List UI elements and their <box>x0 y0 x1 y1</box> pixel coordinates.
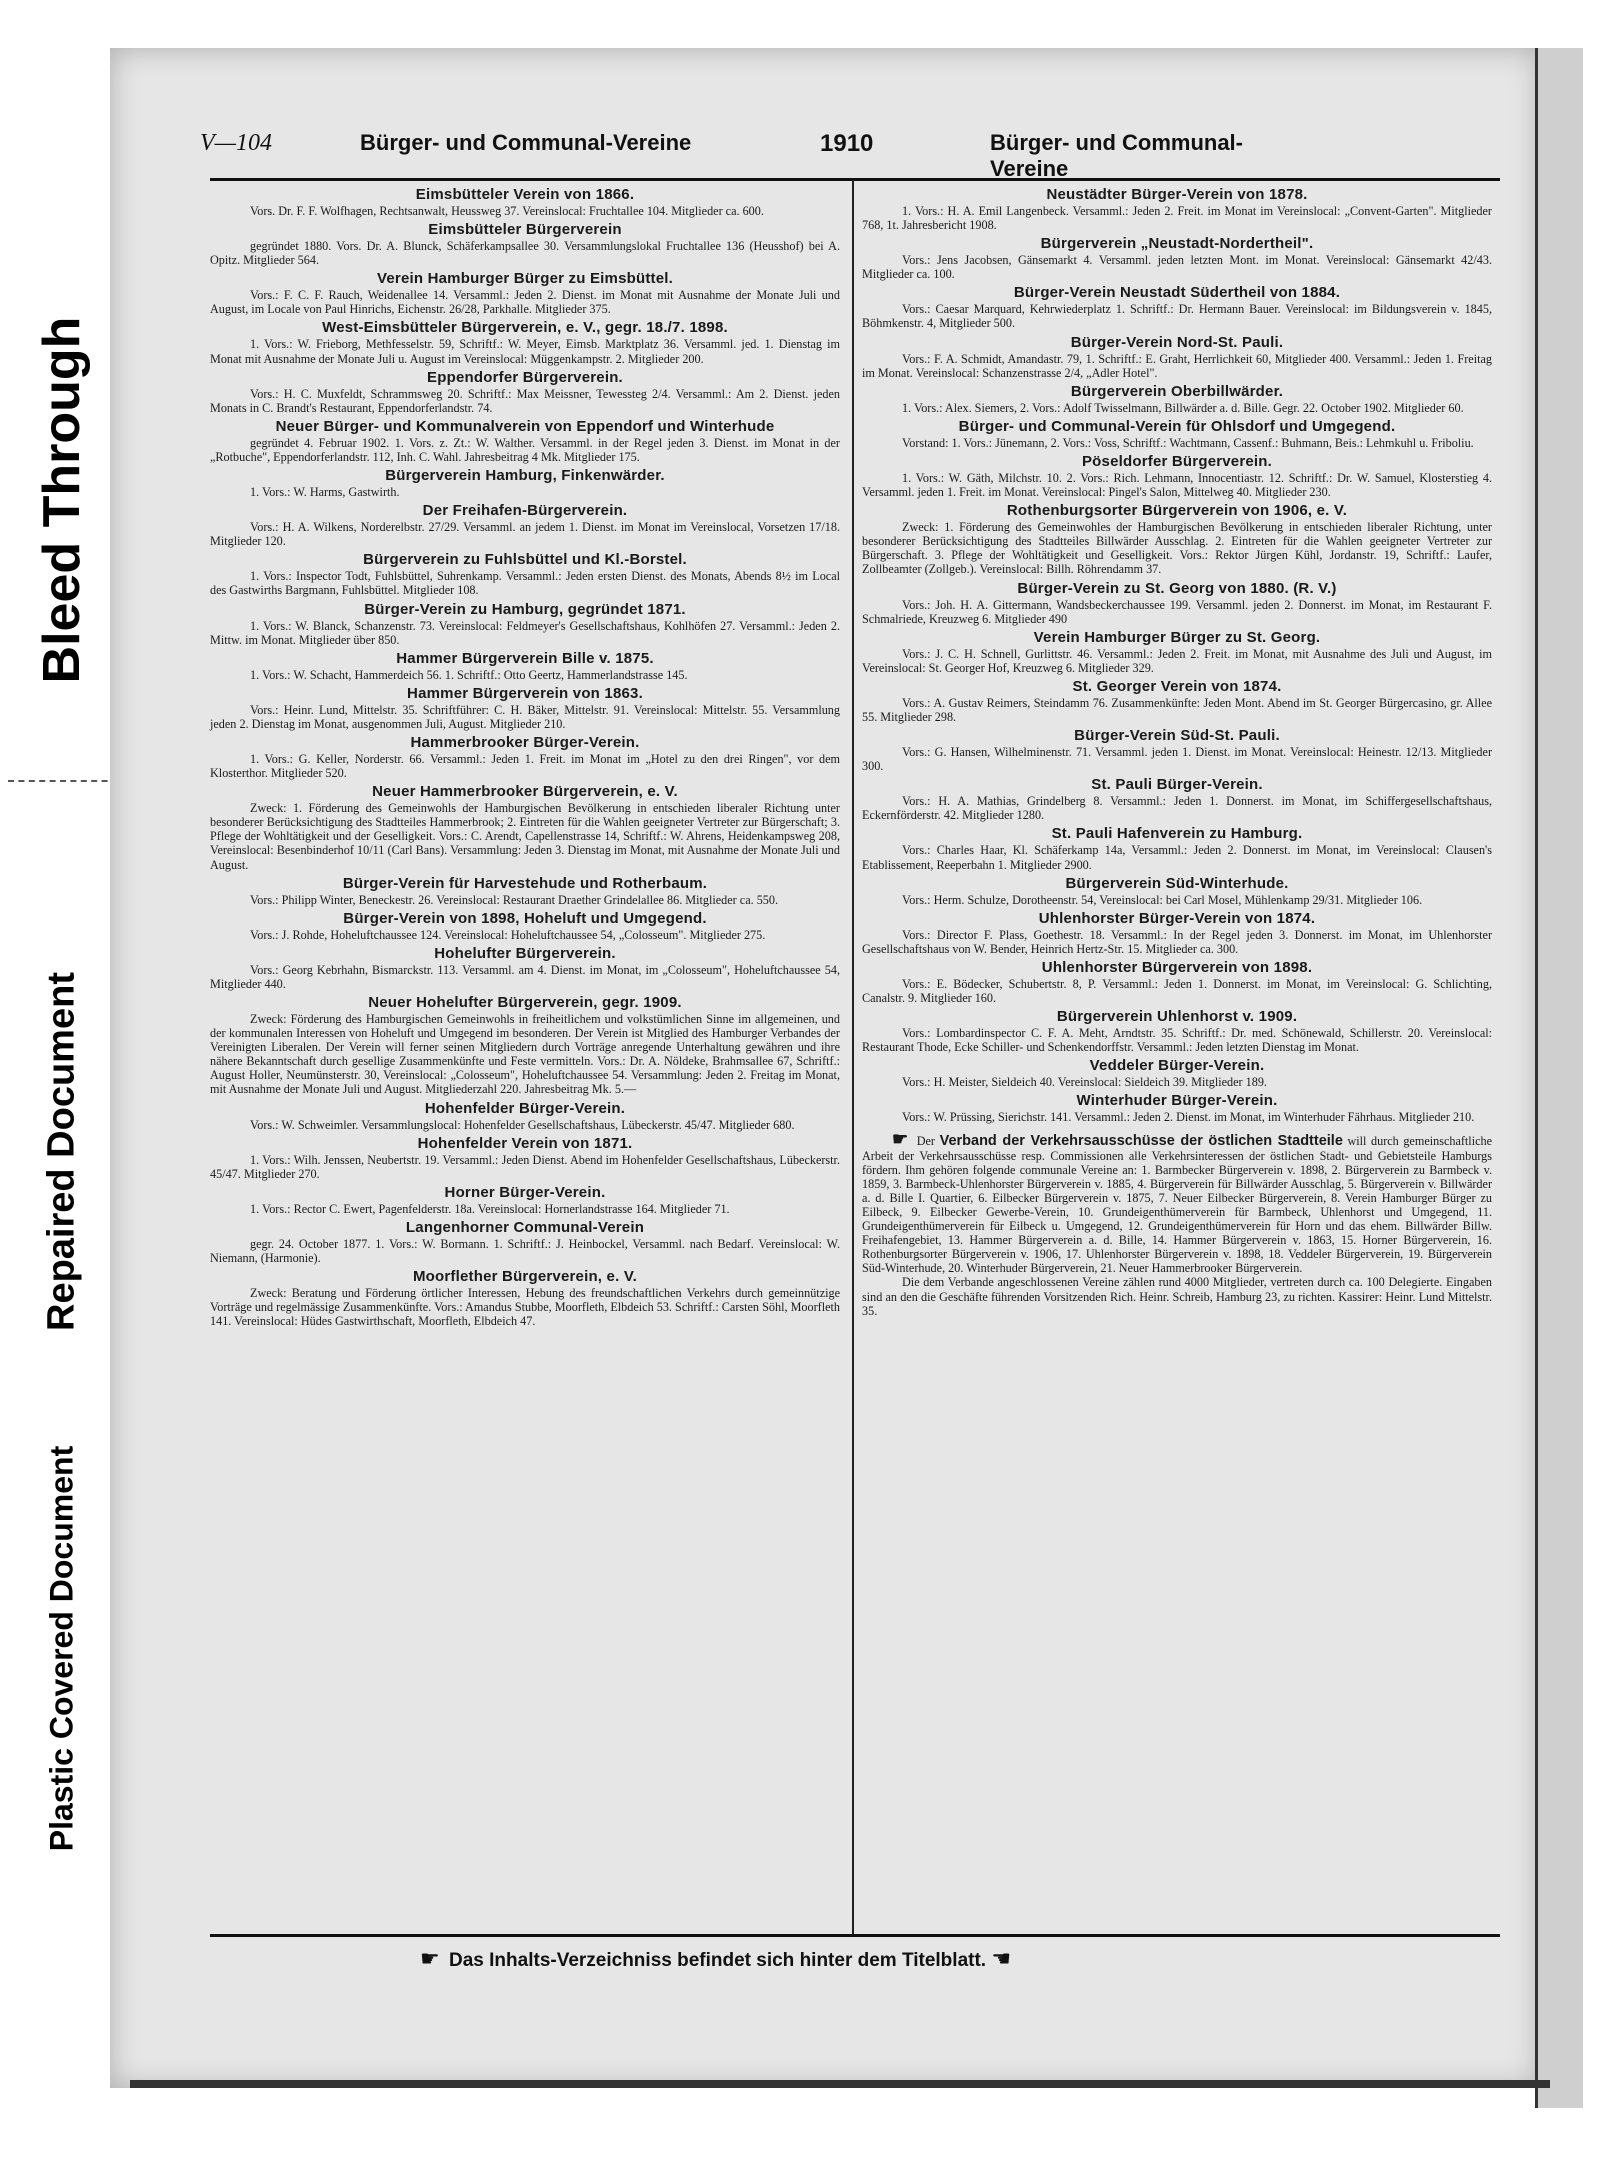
entry-body: 1. Vors.: H. A. Emil Langenbeck. Versamml.: Jeden 2. Freit. im Monat im Vereinslocal: „Convent-Garten". Mitglieder 768, 1t. Jahresbericht 1908. <box>862 204 1492 233</box>
entry-body: Vors.: W. Schweimler. Versammlungslocal: Hohenfelder Gesellschaftshaus, Lübeckerstr. 45/47. Mitglieder 680. <box>250 1117 795 1132</box>
directory-entry <box>862 383 1492 415</box>
directory-entry <box>210 685 840 731</box>
entry-body: Zweck: 1. Förderung des Gemeinwohls der Hamburgischen Bevölkerung in entschieden liberaler Richtung unter besonderer Berücksichtigung des Stadtteiles Hammerbrook; 2. Eintreten für die Wahlen geeigneter Vertreter zur Bürgerschaft; 3. Pflege der Wohltätigkeit und der Geselligkeit. Vors.: C. Arendt, Capellenstrasse 14, Schriftf.: W. Ahrens, Heidenkampsweg 208, Vereinslocal: Besenbinderhof 10/11 (Carl Bans). Versammlung: Jeden 3. Dienstag im Monat, mit Ausnahme der Monate Juli und August. <box>210 801 840 872</box>
entry-body: 1. Vors.: W. Frieborg, Methfesselstr. 59, Schriftf.: W. Meyer, Eimsb. Marktplatz 36. Versamml. jed. 1. Dienstag im Monat mit Ausnahme der Monate Juli u. August im Vereinslocal: Müggenkampstr. 2. Mitglieder 200. <box>210 337 840 366</box>
directory-entry <box>862 418 1492 450</box>
entry-body: Vors.: W. Prüssing, Sierichstr. 141. Versamml.: Jeden 2. Dienst. im Monat, im Winterhuder Fährhaus. Mitglieder 210. <box>902 1110 1475 1125</box>
entry-body: 1. Vors.: G. Keller, Norderstr. 66. Versamml.: Jeden 1. Freit. im Monat im „Hotel zu den drei Ringen", vor dem Klosterthor. Mitglieder 520. <box>210 751 840 781</box>
directory-entry <box>862 453 1492 499</box>
entry-body: Vors.: Lombardinspector C. F. A. Meht, Arndtstr. 35. Schriftf.: Dr. med. Schönewald, Schillerstr. 20. Vereinslocal: Restaurant Thode, Ecke Schiller- und Schenkendorffstr. Versamml.: Jeden letzten Dienstag im Monat. <box>862 1026 1492 1055</box>
directory-entry <box>210 186 840 218</box>
entry-title: Verein Hamburger Bürger zu St. Georg. <box>1033 628 1321 646</box>
entry-body: Vors.: H. Meister, Sieldeich 40. Vereinslocal: Sieldeich 39. Mitglieder 189. <box>902 1075 1267 1090</box>
entry-body: Vors.: Philipp Winter, Beneckestr. 26. Vereinslocal: Restaurant Draether Grindelallee 86. Mitglieder ca. 550. <box>250 892 779 907</box>
entry-title: Uhlenhorster Bürger-Verein von 1874. <box>1038 909 1316 927</box>
directory-entry <box>210 1184 840 1216</box>
entry-title: Bürger-Verein von 1898, Hoheluft und Umgegend. <box>343 909 707 927</box>
entry-body: Zweck: 1. Förderung des Gemeinwohles der Hamburgischen Bevölkerung in entschieden liberaler Richtung, unter besonderer Berücksichtigung des Stadtteiles Billwärder Ausschlag. 2. Eintreten für die Wahlen geeigneter Vertreter zur Bürgerschaft. 3. Pflege der Wohltätigkeit und Geselligkeit. Vors.: Rektor Jürgen Kühl, Jordanstr. 19, Schriftf.: Laufer, Zollbeamter (Zollgeb.). Vereinslocal: Billh. Röhrendamm 37. <box>862 520 1492 577</box>
directory-entry <box>210 1135 840 1181</box>
directory-entry <box>210 551 840 597</box>
directory-entry <box>862 629 1492 675</box>
entry-title: Bürger-Verein Süd-St. Pauli. <box>1074 727 1280 745</box>
entry-title: Bürgerverein Uhlenhorst v. 1909. <box>1056 1008 1298 1026</box>
entry-body: Vors.: E. Bödecker, Schubertstr. 8, P. Versamml.: Jeden 1. Donnerst. im Monat, im Vereinslocal: G. Schlichting, Canalstr. 9. Mitglieder 160. <box>862 976 1492 1005</box>
entry-title: Neustädter Bürger-Verein von 1878. <box>1046 186 1308 203</box>
entry-body: Vors.: A. Gustav Reimers, Steindamm 76. Zusammenkünfte: Jeden Mont. Abend im St. Georger Bürgercasino, gr. Allee 55. Mitglieder 298. <box>862 695 1492 724</box>
right-column <box>862 184 1492 1321</box>
directory-entry <box>862 727 1492 773</box>
entry-body: Vors.: Charles Haar, Kl. Schäferkamp 14a, Versamml.: Jeden 2. Donnerst. im Monat, im Vereinslocal: Clausen's Etablissement, Reeperbahn 1. Mitglieder 2900. <box>862 843 1492 872</box>
directory-entry <box>210 319 840 365</box>
top-rule <box>210 178 1500 181</box>
verband-entry <box>862 1129 1492 1318</box>
directory-entry <box>862 235 1492 281</box>
repaired-document-label: Repaired Document <box>40 972 83 1331</box>
entry-body: Vors.: J. C. H. Schnell, Gurlittstr. 46. Versamml.: Jeden 2. Freit. im Monat, mit Ausnahme des Juli und August, im Vereinslocal: St. Georger Hof, Kreuzweg 6. Mitglieder 329. <box>862 646 1492 675</box>
entry-body: gegründet 1880. Vors. Dr. A. Blunck, Schäferkampsallee 30. Versammlungslokal Fruchtallee 136 (Heusshof) bei A. Opitz. Mitglieder 564. <box>210 239 840 268</box>
entry-title: Bürgerverein Hamburg, Finkenwärder. <box>385 467 665 485</box>
directory-entry <box>862 678 1492 724</box>
entry-body: Zweck: Förderung des Hamburgischen Gemeinwohls in freiheitlichem und volkstümlichen Sinne im allgemeinen, und der kommunalen Interessen von Hoheluft und Umgegend im besonderen. Der Verein ist Mitglied des Hamburger Verbandes der Vereinigten Liberalen. Der Verein will ferner seinen Mitgliedern durch Vorträge anregende Unterhaltung gewähren und ihre nähere Bekanntschaft durch gesellige Zusammenkünfte und Feste vermitteln. Vors.: Dr. A. Nöldeke, Brahmsallee 67, Schriftf.: August Holler, Neumünsterstr. 30, Vereinslocal: „Colosseum", Hoheluftchaussee 54. Versammlung: Jeden 2. Freitag im Monat, mit Ausnahme der Monate Juli und August. Mitgliederzahl 220. Jahresbeitrag Mk. 5.— <box>210 1012 840 1097</box>
pointing-hand-right-icon: ☚ <box>991 1946 1012 1971</box>
entry-title: Bürger-Verein zu St. Georg von 1880. (R. V.) <box>1017 579 1337 597</box>
entry-title: Hammerbrooker Bürger-Verein. <box>410 733 640 751</box>
entry-body: Vors.: Herm. Schulze, Dorotheenstr. 54, Vereinslocal: bei Carl Mosel, Mühlenkamp 29/31. Mitglieder 106. <box>902 892 1423 907</box>
entry-title: Hammer Bürgerverein von 1863. <box>407 684 643 702</box>
directory-entry <box>862 502 1492 576</box>
entry-title: Uhlenhorster Bürgerverein von 1898. <box>1041 958 1313 976</box>
directory-entry <box>210 418 840 464</box>
entry-body: 1. Vors.: Alex. Siemers, 2. Vors.: Adolf Twisselmann, Billwärder a. d. Bille. Gegr. 22. October 1902. Mitglieder 60. <box>902 400 1464 415</box>
directory-entry <box>210 369 840 415</box>
entry-title: Rothenburgsorter Bürgerverein von 1906, e. V. <box>1006 502 1348 520</box>
header-left-title: Bürger- und Communal-Vereine <box>360 130 692 155</box>
directory-entry <box>210 734 840 780</box>
entry-title: Neuer Hammerbrooker Bürgerverein, e. V. <box>372 783 678 801</box>
entry-body: Vors.: J. Rohde, Hoheluftchaussee 124. Vereinslocal: Hoheluftchaussee 54, „Colosseum". Mitglieder 275. <box>250 927 766 942</box>
entry-body: 1. Vors.: Inspector Todt, Fuhlsbüttel, Suhrenkamp. Versamml.: Jeden ersten Dienst. des Monats, Abends 8½ im Local des Gastwirths Bargmann, Fuhlsbüttel. Mitglieder 108. <box>210 569 840 598</box>
directory-entry <box>210 270 840 316</box>
directory-entry <box>862 284 1492 330</box>
directory-entry <box>862 1057 1492 1089</box>
verband-paragraph-2: Die dem Verbande angeschlossenen Vereine zählen rund 4000 Mitglieder, vertreten durch ca. 100 Delegierte. Eingaben sind an den die Geschäfte führenden Vorsitzenden Rich. Heinr. Schreib, Hamburg 23, zu richten. Kassirer: Heinr. Lund Mittelstr. 35. <box>862 1275 1492 1318</box>
entry-title: Hohenfelder Bürger-Verein. <box>424 1099 626 1117</box>
dashed-divider <box>8 780 118 782</box>
entry-title: Eppendorfer Bürgerverein. <box>427 368 623 386</box>
entry-body: Vors.: H. A. Mathias, Grindelberg 8. Versamml.: Jeden 1. Donnerst. im Monat, im Schiffergesellschaftshaus, Eckernförderstr. 42. Mitglieder 1280. <box>862 794 1492 823</box>
entry-body: Vors.: Caesar Marquard, Kehrwiederplatz 1. Schriftf.: Dr. Hermann Bauer. Vereinslocal: im Bildungsverein v. 1845, Böhmkenstr. 4, Mitglieder 500. <box>862 302 1492 331</box>
entry-title: Bürgerverein „Neustadt-Nordertheil". <box>1040 235 1314 253</box>
footer-note <box>420 1946 1420 1972</box>
entry-body: Vors.: F. A. Schmidt, Amandastr. 79, 1. Schriftf.: E. Graht, Herrlichkeit 60, Mitglieder 400. Versamml.: Jeden 1. Freitag im Monat. Vereinslocal: Schanzenstrasse 2/4, „Adler Hotel". <box>862 351 1492 380</box>
entry-title: Hammer Bürgerverein Bille v. 1875. <box>396 649 654 667</box>
entry-body: Vors.: G. Hansen, Wilhelminenstr. 71. Versamml. jeden 1. Dienst. im Monat. Vereinslocal: Heinestr. 12/13. Mitglieder 300. <box>862 745 1492 774</box>
entry-body: 1. Vors.: W. Blanck, Schanzenstr. 73. Vereinslocal: Feldmeyer's Gesellschaftshaus, Kohlhöfen 27. Versamml.: Jeden 2. Mittw. im Monat. Mitglieder über 850. <box>210 618 840 647</box>
entry-body: Vors.: Director F. Plass, Goethestr. 18. Versamml.: In der Regel jeden 3. Donnerst. im Monat, im Uhlenhorster Gesellschaftshaus von W. Bender, Heinrich Hertz-Str. 15. Mitglieder ca. 300. <box>862 927 1492 956</box>
directory-entry <box>862 580 1492 626</box>
entry-title: Hohenfelder Verein von 1871. <box>417 1134 633 1152</box>
directory-entry <box>862 875 1492 907</box>
verband-title: Verband der Verkehrsausschüsse der östlichen Stadtteile <box>939 1133 1343 1150</box>
entry-body: 1. Vors.: Rector C. Ewert, Pagenfelderstr. 18a. Vereinslocal: Hornerlandstrasse 164. Mitglieder 71. <box>250 1201 730 1216</box>
directory-entry <box>210 650 840 682</box>
directory-entry <box>210 221 840 267</box>
pointing-hand-left-icon: ☛ <box>420 1946 440 1971</box>
page-edge <box>1535 48 1583 2108</box>
header-year: 1910 <box>820 130 874 157</box>
entry-body: 1. Vors.: W. Schacht, Hammerdeich 56. 1. Schriftf.: Otto Geertz, Hammerlandstrasse 145. <box>250 667 688 682</box>
entry-body: Vors. Dr. F. F. Wolfhagen, Rechtsanwalt, Heussweg 37. Vereinslocal: Fruchtallee 104. Mitglieder ca. 600. <box>250 204 764 218</box>
footer-text: Das Inhalts-Verzeichniss befindet sich hinter dem Titelblatt. <box>449 1950 987 1971</box>
directory-entry <box>210 783 840 871</box>
header-right-title: Bürger- und Communal-Vereine <box>990 130 1243 181</box>
entry-title: Bürger-Verein Neustadt Südertheil von 1884. <box>1013 284 1341 302</box>
verband-body: will durch gemeinschaftliche Arbeit der Verkehrsausschüsse resp. Commissionen alle Verkehrsinteressen der östlichen Stadt- und Gebietsteile Hamburgs fördern. Ihm gehören folgende communale Vereine an: 1. Barmbecker Bürgerverein v. 1898, 2. Bürgerverein zu Barmbeck v. 1859, 3. Barmbeck-Uhlenhorster Bürgerverein v. 1885, 4. Bürgerverein für Billwärder Ausschlag, 5. Bürgerverein v. Billwärder a. d. Bille I. Quartier, 6. Eilbecker Bürgerverein v. 1875, 7. Neuer Eilbecker Bürgerverein, 8. Verein Hamburger Bürger zu Eilbeck, 9. Eilbecker Gewerbe-Verein, 10. Grundeigenthümerverein für Barmbeck, Uhlenhorst und Umgegend, 11. Grundeigenthümerverein für Eilbeck u. Umgegend, 12. Grundeigenthümerverein für Horn und das ehem. Billwärder Billw. Freihafengebiet, 13. Hammer Bürgerverein a. d. Bille, 14. Hammer Bürgerverein v. 1863, 15. Horner Bürgerverein, 16. Rothenburgsorter Bürgerverein v. 1906, 17. Uhlenhorster Bürgerverein v. 1898, 18. Veddeler Bürgerverein, 19. Bürgerverein Süd-Winterhude, 20. Winterhuder Bürgerverein, 21. Neuer Hammerbrooker Bürgerverein. <box>862 1134 1492 1276</box>
entry-title: Der Freihafen-Bürgerverein. <box>422 502 628 520</box>
entry-body: Vors.: Jens Jacobsen, Gänsemarkt 4. Versamml. jeden letzten Mont. im Monat. Vereinslocal: Gänsemarkt 42/43. Mitglieder ca. 100. <box>862 253 1492 282</box>
directory-entry <box>210 1100 840 1132</box>
entry-body: Vors.: Joh. H. A. Gittermann, Wandsbeckerchaussee 199. Versamml. jeden 2. Donnerst. im Monat, im Restaurant F. Schmalriede, Kreuzweg 6. Mitglieder 490 <box>862 597 1492 626</box>
bottom-rule <box>210 1934 1500 1937</box>
entry-body: 1. Vors.: W. Harms, Gastwirth. <box>250 485 400 500</box>
entry-title: Neuer Hohelufter Bürgerverein, gegr. 1909. <box>368 994 682 1011</box>
entry-body: 1. Vors.: Wilh. Jenssen, Neubertstr. 19. Versamml.: Jeden Dienst. Abend im Hohenfelder Gesellschaftshaus, Lübeckerstr. 45/47. Mitglieder 270. <box>210 1152 840 1181</box>
entry-title: Neuer Bürger- und Kommunalverein von Eppendorf und Winterhude <box>275 417 775 435</box>
directory-entry <box>862 825 1492 871</box>
entry-title: Winterhuder Bürger-Verein. <box>1076 1092 1278 1110</box>
entry-title: St. Pauli Bürger-Verein. <box>1091 776 1263 794</box>
entry-body: Vors.: H. C. Muxfeldt, Schrammsweg 20. Schriftf.: Max Meissner, Tewessteg 2/4. Versamml.: Am 2. Dienst. jeden Monats in C. Brandt's Restaurant, Eppendorferlandstr. 74. <box>210 386 840 415</box>
directory-entry <box>862 1008 1492 1054</box>
directory-entry <box>210 502 840 548</box>
directory-entry <box>862 186 1492 232</box>
entry-body: Zweck: Beratung und Förderung örtlicher Interessen, Hebung des freundschaftlichen Verkehrs durch gemeinnützige Vorträge und regelmässige Zusammenkünfte. Vors.: Amandus Stubbe, Moorfleth, Elbdeich 53. Schriftf.: Carsten Söhl, Moorfleth 141. Vereinslocal: Hüdes Gastwirthschaft, Moorfleth, Elbdeich 47. <box>210 1286 840 1329</box>
entry-title: West-Eimsbütteler Bürgerverein, e. V., gegr. 18./7. 1898. <box>322 319 728 337</box>
directory-entry <box>862 776 1492 822</box>
column-divider <box>852 180 854 1935</box>
entry-body: Vors.: F. C. F. Rauch, Weidenallee 14. Versamml.: Jeden 2. Dienst. im Monat mit Ausnahme der Monate Juli und August, im Locale von Paul Hinrichs, Eichenstr. 26/28, Parkhalle. Mitglieder 375. <box>210 288 840 317</box>
directory-entry <box>210 875 840 907</box>
entry-title: Verein Hamburger Bürger zu Eimsbüttel. <box>377 270 673 288</box>
directory-entry <box>210 994 840 1097</box>
entry-title: St. Georger Verein von 1874. <box>1072 677 1282 695</box>
verband-paragraph <box>862 1129 1492 1276</box>
entry-title: Bürgerverein zu Fuhlsbüttel und Kl.-Borstel. <box>363 551 687 569</box>
entry-title: Hohelufter Bürgerverein. <box>434 944 616 962</box>
entry-title: Pöseldorfer Bürgerverein. <box>1081 452 1273 470</box>
entry-title: Bürgerverein Oberbillwärder. <box>1070 382 1284 400</box>
directory-entry <box>210 910 840 942</box>
entry-body: gegründet 4. Februar 1902. 1. Vors. z. Zt.: W. Walther. Versamml. in der Regel jeden 3. Dienst. im Monat in der „Rotbuche", Eppendorferlandstr. 112, Inh. C. Wahl. Jahresbeitrag 4 Mk. Mitglieder 175. <box>210 435 840 464</box>
entry-title: Langenhorner Communal-Verein <box>405 1218 645 1236</box>
entry-title: Moorflether Bürgerverein, e. V. <box>412 1268 638 1286</box>
entry-title: St. Pauli Hafenverein zu Hamburg. <box>1051 825 1303 843</box>
entry-title: Bürger-Verein für Harvestehude und Rotherbaum. <box>342 874 708 892</box>
directory-entry <box>210 1219 840 1265</box>
entry-title: Bürger- und Communal-Verein für Ohlsdorf und Umgegend. <box>958 417 1396 435</box>
directory-entry <box>210 945 840 991</box>
directory-entry <box>210 467 840 499</box>
entry-title: Bürgerverein Süd-Winterhude. <box>1065 874 1289 892</box>
entry-body: Vorstand: 1. Vors.: Jünemann, 2. Vors.: Voss, Schriftf.: Wachtmann, Cassenf.: Buhmann, Beis.: Lehmkuhl u. Friboliu. <box>902 435 1474 450</box>
entry-title: Bürger-Verein Nord-St. Pauli. <box>1070 333 1284 351</box>
directory-entry <box>210 1268 840 1328</box>
directory-entry <box>862 334 1492 380</box>
pointing-hand-icon: ☛ <box>892 1129 909 1150</box>
entry-title: Horner Bürger-Verein. <box>444 1183 606 1201</box>
entry-body: Vors.: Heinr. Lund, Mittelstr. 35. Schriftführer: C. H. Bäker, Mittelstr. 91. Vereinslocal: Mittelstr. 55. Versammlung jeden 2. Dienstag im Monat, ausgenommen Juli, August. Mitglieder 210. <box>210 702 840 731</box>
entry-body: gegr. 24. October 1877. 1. Vors.: W. Bormann. 1. Schriftf.: J. Heinbockel, Versamml. nach Bedarf. Vereinslocal: W. Niemann, (Harmonie). <box>210 1236 840 1266</box>
bleed-through-label: Bleed Through <box>33 316 91 684</box>
page-number: V—104 <box>200 130 272 156</box>
entry-body: 1. Vors.: W. Gäth, Milchstr. 10. 2. Vors.: Rich. Lehmann, Innocentiastr. 12. Schriftf.: Dr. W. Samuel, Klosterstieg 4. Versamml. jeden 1. Freit. im Monat. Vereinslocal: Pingel's Salon, Mittelweg 40. Mitglieder 230. <box>862 470 1492 500</box>
directory-entry <box>862 959 1492 1005</box>
plastic-covered-label: Plastic Covered Document <box>43 1445 80 1852</box>
right-entries <box>862 186 1492 1124</box>
left-column <box>210 184 840 1331</box>
entry-body: Vors.: Georg Kebrhahn, Bismarckstr. 113. Versamml. am 4. Dienst. im Monat, im „Colosseum", Hoheluftchaussee 54, Mitglieder 440. <box>210 962 840 991</box>
directory-entry <box>862 1092 1492 1124</box>
entry-body: Vors.: H. A. Wilkens, Norderelbstr. 27/29. Versamml. an jedem 1. Dienst. im Monat im Vereinslocal, Vorsetzen 17/18. Mitglieder 120. <box>210 520 840 549</box>
entry-title: Veddeler Bürger-Verein. <box>1089 1057 1265 1075</box>
page-edge-bottom <box>130 2080 1550 2088</box>
verband-lead: Der <box>916 1134 935 1149</box>
entry-title: Bürger-Verein zu Hamburg, gegründet 1871. <box>364 600 686 618</box>
directory-entry <box>862 910 1492 956</box>
directory-entry <box>210 601 840 647</box>
entry-title: Eimsbütteler Bürgerverein <box>428 221 622 239</box>
entry-title: Eimsbütteler Verein von 1866. <box>415 186 635 203</box>
page-header <box>200 130 1320 181</box>
